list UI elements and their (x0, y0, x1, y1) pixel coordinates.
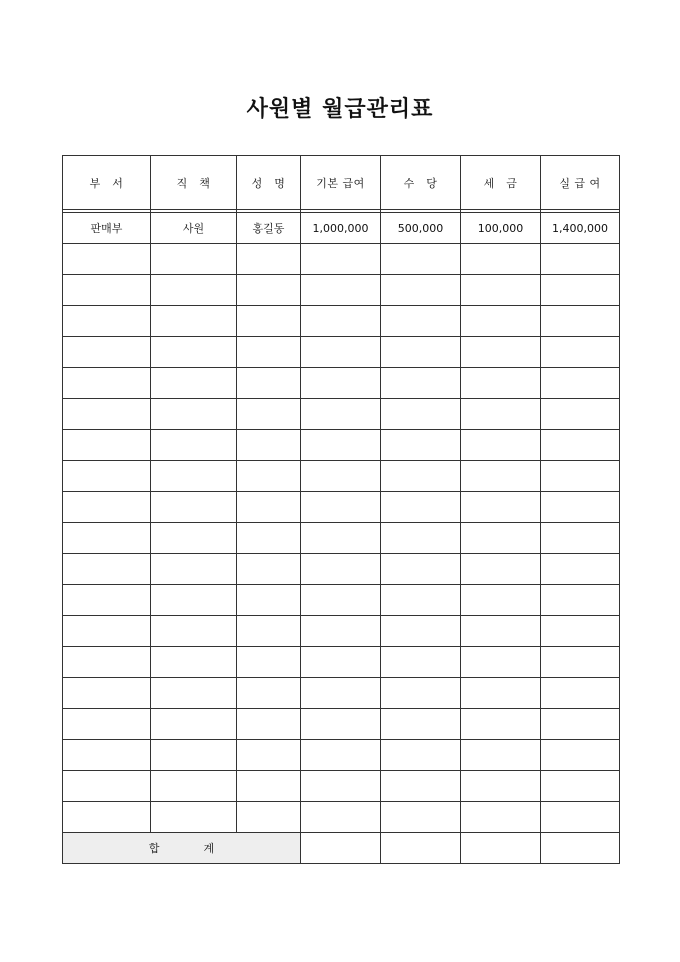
cell-position (151, 647, 237, 678)
cell-net-pay (541, 616, 620, 647)
cell-name: 홍길동 (237, 213, 301, 244)
page-title: 사원별 월급관리표 (246, 97, 434, 122)
cell-department (63, 368, 151, 399)
cell-department (63, 306, 151, 337)
cell-allowance (381, 771, 461, 802)
cell-base-salary (301, 740, 381, 771)
cell-name (237, 678, 301, 709)
cell-allowance (381, 399, 461, 430)
cell-base-salary (301, 430, 381, 461)
table-row (63, 771, 620, 802)
table-row (63, 585, 620, 616)
cell-base-salary (301, 647, 381, 678)
cell-name (237, 616, 301, 647)
table-row (63, 740, 620, 771)
cell-position (151, 771, 237, 802)
cell-net-pay (541, 709, 620, 740)
header-allowance: 수 당 (381, 156, 461, 210)
cell-base-salary (301, 771, 381, 802)
cell-name (237, 771, 301, 802)
cell-department (63, 709, 151, 740)
table-row (63, 399, 620, 430)
cell-position (151, 492, 237, 523)
cell-net-pay (541, 523, 620, 554)
header-department: 부 서 (63, 156, 151, 210)
cell-tax (461, 523, 541, 554)
table-row (63, 430, 620, 461)
cell-net-pay (541, 554, 620, 585)
header-base-salary: 기본 급여 (301, 156, 381, 210)
table-row (63, 306, 620, 337)
salary-table (62, 155, 620, 864)
cell-allowance (381, 585, 461, 616)
cell-position (151, 244, 237, 275)
table-row (63, 275, 620, 306)
cell-department (63, 244, 151, 275)
table-row (63, 678, 620, 709)
table-row (63, 802, 620, 833)
total-row (63, 833, 620, 864)
header-row (63, 156, 620, 210)
table-row (63, 523, 620, 554)
table-row (63, 461, 620, 492)
cell-base-salary (301, 523, 381, 554)
cell-allowance (381, 275, 461, 306)
cell-net-pay: 1,400,000 (541, 213, 620, 244)
cell-base-salary (301, 585, 381, 616)
cell-net-pay (541, 337, 620, 368)
table-body (63, 213, 620, 833)
cell-allowance (381, 430, 461, 461)
cell-allowance (381, 678, 461, 709)
cell-base-salary (301, 306, 381, 337)
cell-position: 사원 (151, 213, 237, 244)
cell-allowance (381, 306, 461, 337)
cell-allowance (381, 709, 461, 740)
cell-tax (461, 771, 541, 802)
cell-net-pay (541, 647, 620, 678)
cell-net-pay (541, 368, 620, 399)
cell-allowance (381, 337, 461, 368)
total-cell (541, 833, 620, 864)
cell-department (63, 337, 151, 368)
cell-department (63, 430, 151, 461)
total-cell (301, 833, 381, 864)
table-row (63, 616, 620, 647)
cell-position (151, 306, 237, 337)
cell-department (63, 771, 151, 802)
cell-base-salary (301, 492, 381, 523)
cell-department (63, 616, 151, 647)
cell-name (237, 244, 301, 275)
table-header (63, 156, 620, 213)
cell-position (151, 585, 237, 616)
cell-base-salary (301, 616, 381, 647)
cell-allowance (381, 461, 461, 492)
cell-department (63, 647, 151, 678)
table-row (63, 709, 620, 740)
cell-tax (461, 306, 541, 337)
cell-position (151, 709, 237, 740)
cell-allowance (381, 244, 461, 275)
cell-department (63, 399, 151, 430)
cell-net-pay (541, 740, 620, 771)
cell-tax (461, 616, 541, 647)
cell-allowance (381, 368, 461, 399)
cell-name (237, 368, 301, 399)
table-footer (63, 833, 620, 864)
cell-allowance (381, 802, 461, 833)
cell-department (63, 554, 151, 585)
cell-department (63, 523, 151, 554)
table-row (63, 213, 620, 244)
cell-net-pay (541, 585, 620, 616)
cell-position (151, 740, 237, 771)
cell-allowance (381, 616, 461, 647)
cell-base-salary: 1,000,000 (301, 213, 381, 244)
cell-tax (461, 740, 541, 771)
header-name: 성 명 (237, 156, 301, 210)
cell-base-salary (301, 244, 381, 275)
cell-position (151, 461, 237, 492)
cell-allowance (381, 492, 461, 523)
table-row (63, 368, 620, 399)
cell-department: 판매부 (63, 213, 151, 244)
cell-tax: 100,000 (461, 213, 541, 244)
cell-base-salary (301, 709, 381, 740)
cell-net-pay (541, 306, 620, 337)
header-net-pay: 실 급 여 (541, 156, 620, 210)
cell-name (237, 523, 301, 554)
cell-tax (461, 554, 541, 585)
cell-position (151, 523, 237, 554)
cell-net-pay (541, 492, 620, 523)
cell-base-salary (301, 802, 381, 833)
cell-name (237, 306, 301, 337)
cell-base-salary (301, 368, 381, 399)
cell-name (237, 647, 301, 678)
cell-position (151, 275, 237, 306)
cell-name (237, 740, 301, 771)
cell-name (237, 585, 301, 616)
cell-department (63, 740, 151, 771)
cell-tax (461, 430, 541, 461)
cell-tax (461, 337, 541, 368)
cell-net-pay (541, 430, 620, 461)
cell-base-salary (301, 461, 381, 492)
cell-name (237, 802, 301, 833)
header-tax: 세 금 (461, 156, 541, 210)
cell-tax (461, 461, 541, 492)
cell-net-pay (541, 678, 620, 709)
cell-department (63, 678, 151, 709)
cell-allowance (381, 554, 461, 585)
cell-name (237, 275, 301, 306)
cell-net-pay (541, 244, 620, 275)
total-cell (461, 833, 541, 864)
cell-base-salary (301, 275, 381, 306)
cell-base-salary (301, 399, 381, 430)
cell-allowance (381, 523, 461, 554)
cell-name (237, 430, 301, 461)
total-label: 합 계 (63, 833, 301, 864)
cell-name (237, 399, 301, 430)
cell-tax (461, 647, 541, 678)
cell-name (237, 554, 301, 585)
cell-position (151, 337, 237, 368)
cell-department (63, 585, 151, 616)
cell-allowance (381, 740, 461, 771)
cell-tax (461, 585, 541, 616)
cell-department (63, 275, 151, 306)
cell-allowance (381, 647, 461, 678)
cell-tax (461, 399, 541, 430)
table-row (63, 554, 620, 585)
cell-net-pay (541, 461, 620, 492)
cell-name (237, 709, 301, 740)
table-row (63, 647, 620, 678)
cell-base-salary (301, 678, 381, 709)
total-cell (381, 833, 461, 864)
cell-position (151, 399, 237, 430)
cell-base-salary (301, 554, 381, 585)
cell-position (151, 616, 237, 647)
cell-position (151, 802, 237, 833)
header-position: 직 책 (151, 156, 237, 210)
cell-net-pay (541, 771, 620, 802)
table-row (63, 244, 620, 275)
cell-position (151, 430, 237, 461)
cell-tax (461, 244, 541, 275)
cell-tax (461, 492, 541, 523)
cell-net-pay (541, 399, 620, 430)
cell-position (151, 554, 237, 585)
cell-name (237, 492, 301, 523)
cell-name (237, 337, 301, 368)
cell-tax (461, 678, 541, 709)
cell-position (151, 368, 237, 399)
cell-base-salary (301, 337, 381, 368)
cell-name (237, 461, 301, 492)
cell-tax (461, 275, 541, 306)
cell-department (63, 802, 151, 833)
cell-department (63, 492, 151, 523)
cell-tax (461, 802, 541, 833)
cell-position (151, 678, 237, 709)
cell-tax (461, 709, 541, 740)
cell-net-pay (541, 275, 620, 306)
cell-department (63, 461, 151, 492)
cell-tax (461, 368, 541, 399)
cell-net-pay (541, 802, 620, 833)
table-row (63, 337, 620, 368)
table-row (63, 492, 620, 523)
cell-allowance: 500,000 (381, 213, 461, 244)
